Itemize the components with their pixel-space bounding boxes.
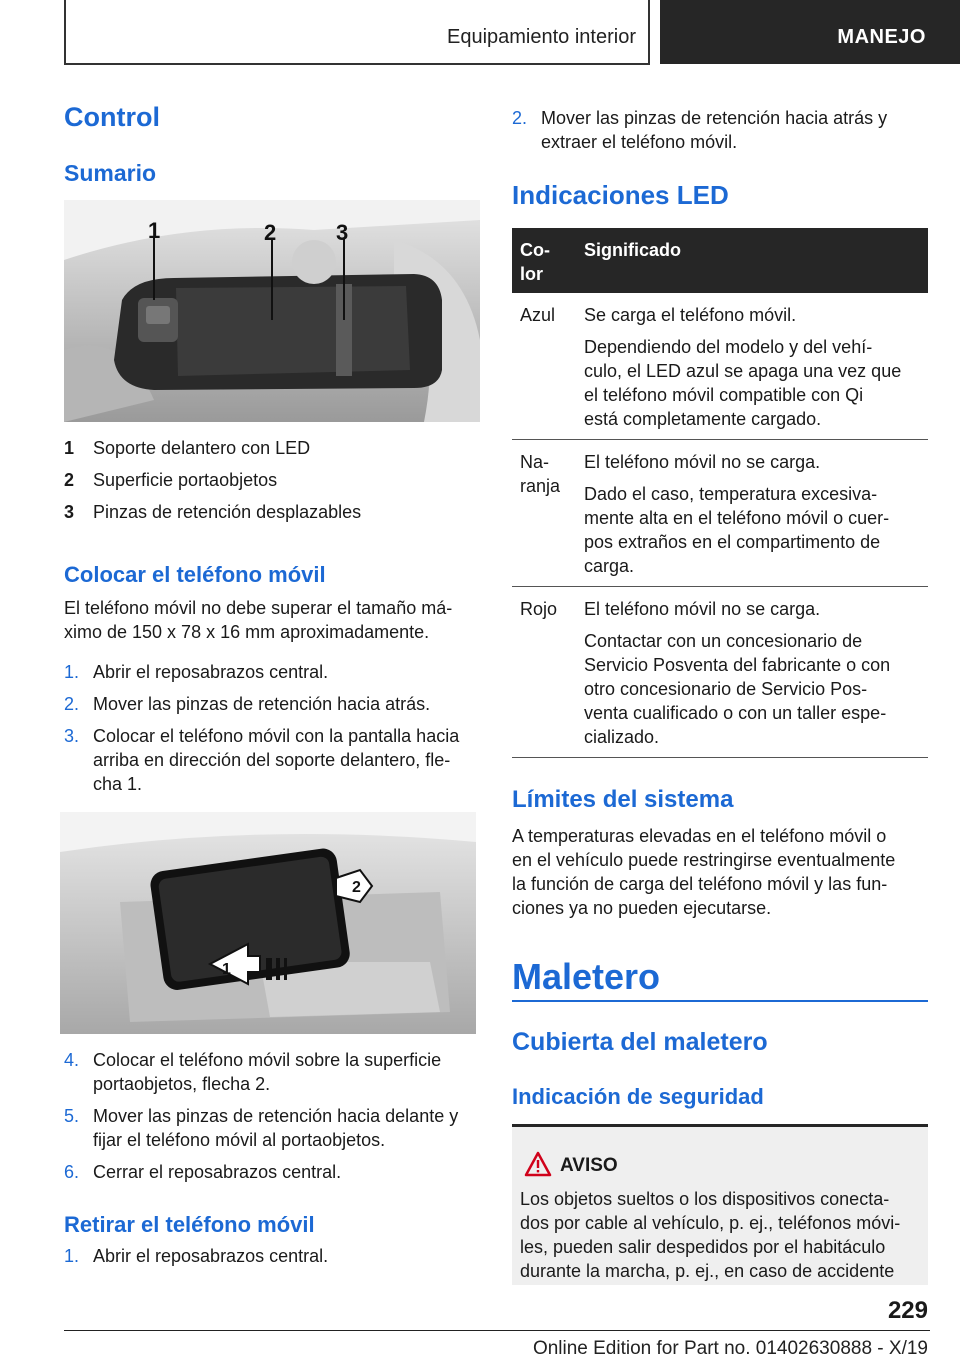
led-row-rojo: Rojo El teléfono móvil no se carga. Contactar con un concesionario de Servicio Posventa del fabricante o con otro concesionario de Servicio Pos- venta cualificado o con un taller espe- cializado. [512,587,928,758]
figure-armrest-overview [64,200,480,422]
maletero-rule [512,1000,928,1002]
footer-rule [64,1330,930,1331]
fig1-label-2: 2 [264,220,277,245]
chapter-label: MANEJO [837,26,926,48]
warning-text: Los objetos sueltos o los dispositivos conecta- dos por cable al vehículo, p. ej., teléfonos móvi- les, pueden salir despedidos por el habitáculo durante la marcha, p. ej., en caso de accidente [520,1189,901,1281]
heading-sumario: Sumario [64,160,157,186]
fig1-label-1: 1 [148,218,161,243]
figure-phone-placement [60,812,476,1034]
heading-led: Indicaciones LED [512,180,729,210]
led-row-azul: Azul Se carga el teléfono móvil. Dependiendo del modelo y del vehí- culo, el LED azul se apaga una vez que el teléfono móvil compatible con Qi está completamente cargado. [512,293,928,440]
armrest-illustration [64,200,480,422]
led-table-header: Co- lor Significado [512,228,928,293]
warning-title: AVISO [560,1155,618,1176]
heading-retirar: Retirar el teléfono móvil [64,1212,315,1237]
heading-control: Control [64,102,160,132]
colocar-intro-line: ximo de 150 x 78 x 16 mm aproximadamente. [64,622,430,642]
warning-triangle-icon [524,1151,552,1177]
page-number: 229 [887,1297,928,1324]
header-rule-bottom [64,63,650,65]
heading-seguridad: Indicación de seguridad [512,1084,764,1109]
led-row-naranja: Na- ranja El teléfono móvil no se carga. Dado el caso, temperatura excesiva- mente alta en el teléfono móvil o cuer- pos extraños en el compartimento de carga. [512,440,928,587]
heading-maletero: Maletero [512,956,661,997]
phone-placement-illustration [60,812,476,1034]
warning-box [512,1124,928,1285]
heading-colocar: Colocar el teléfono móvil [64,562,326,587]
heading-limites: Límites del sistema [512,786,734,813]
footer-edition: Online Edition for Part no. 01402630888 - X/19 [532,1338,928,1359]
limites-paragraph: A temperaturas elevadas en el teléfono móvil o en el vehículo puede restringirse eventualmente la función de carga del teléfono móvil y las fun- ciones ya no pueden ejecutarse. [512,826,896,918]
fig2-label-2: 2 [352,879,361,896]
header-rule-middle [648,0,650,64]
header-rule-left [64,0,66,64]
header-section-title: Equipamiento interior [447,26,636,48]
heading-cubierta: Cubierta del maletero [512,1028,768,1056]
header-chapter-tab[interactable] [660,0,960,64]
colocar-intro-line: El teléfono móvil no debe superar el tamaño má- [64,598,453,618]
fig1-label-3: 3 [336,220,349,245]
fig2-label-1: 1 [222,961,231,978]
